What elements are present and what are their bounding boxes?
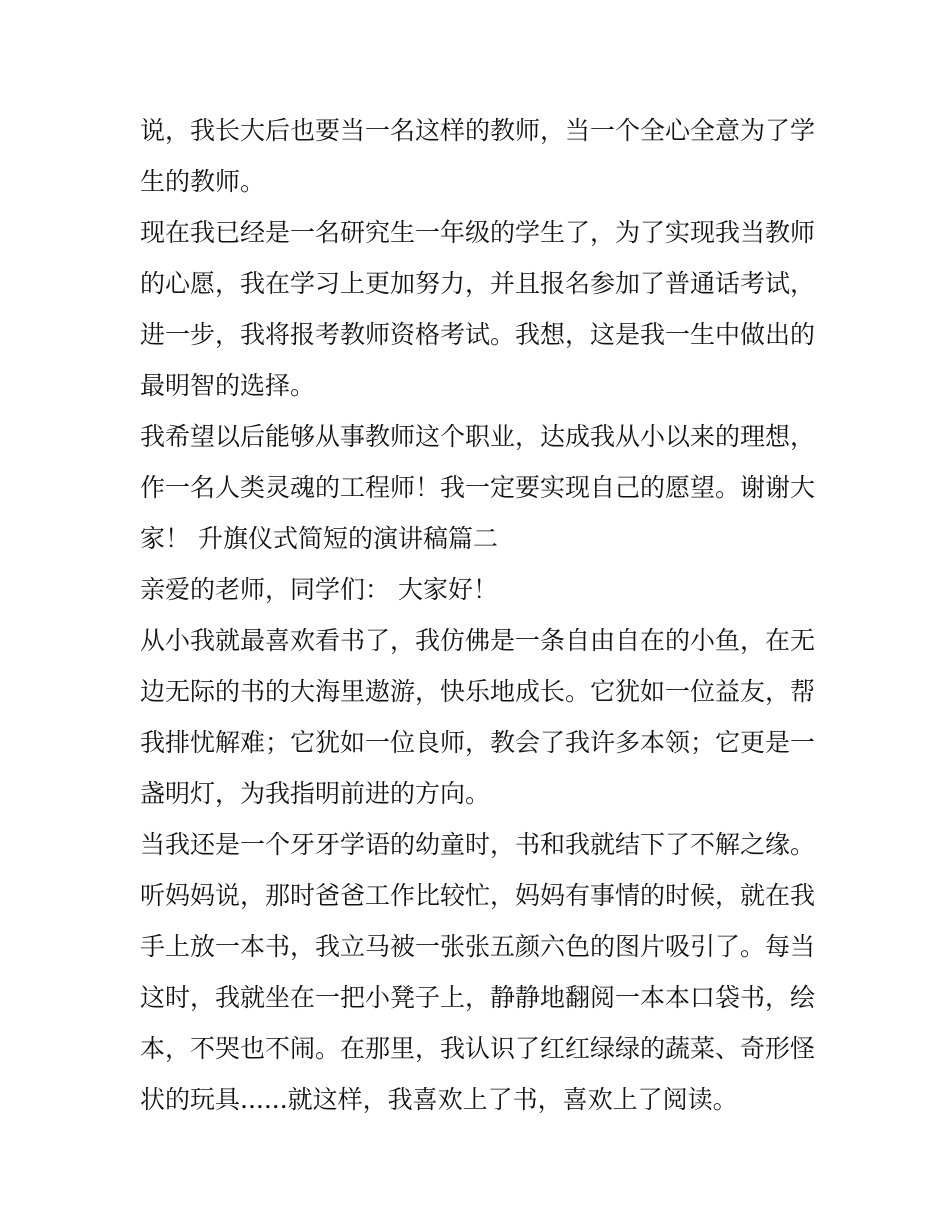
text-line-10: 亲爱的老师，同学们： 大家好！ [140,575,498,604]
text-line-20: 状的玩具......就这样，我喜欢上了书，喜欢上了阅读。 [140,1085,738,1114]
text-line-1: 说，我长大后也要当一名这样的教师，当一个全心全意为了学 [140,116,816,145]
text-line-5: 进一步，我将报考教师资格考试。我想，这是我一生中做出的 [140,320,816,349]
text-line-19: 本，不哭也不闹。在那里，我认识了红红绿绿的蔬菜、奇形怪 [140,1034,816,1063]
text-line-8: 作一名人类灵魂的工程师！我一定要实现自己的愿望。谢谢大 [140,473,816,502]
text-line-9: 家！ 升旗仪式简短的演讲稿篇二 [140,524,498,553]
text-line-11: 从小我就最喜欢看书了，我仿佛是一条自由自在的小鱼，在无 [140,626,816,655]
text-line-14: 盏明灯，为我指明前进的方向。 [140,779,491,808]
text-line-4: 的心愿，我在学习上更加努力，并且报名参加了普通话考试， [140,269,816,298]
text-line-13: 我排忧解难；它犹如一位良师，教会了我许多本领；它更是一 [140,728,816,757]
text-line-12: 边无际的书的大海里遨游，快乐地成长。它犹如一位益友，帮 [140,677,816,706]
body-text [140,105,820,1125]
text-line-16: 听妈妈说，那时爸爸工作比较忙，妈妈有事情的时候，就在我 [140,881,816,910]
text-line-2: 生的教师。 [140,167,266,196]
text-line-18: 这时，我就坐在一把小凳子上，静静地翻阅一本本口袋书，绘 [140,983,816,1012]
text-line-15: 当我还是一个牙牙学语的幼童时，书和我就结下了不解之缘。 [140,830,816,859]
text-line-17: 手上放一本书，我立马被一张张五颜六色的图片吸引了。每当 [140,932,816,961]
text-line-3: 现在我已经是一名研究生一年级的学生了，为了实现我当教师 [140,218,816,247]
text-line-7: 我希望以后能够从事教师这个职业，达成我从小以来的理想， [140,422,816,451]
text-line-6: 最明智的选择。 [140,371,316,400]
